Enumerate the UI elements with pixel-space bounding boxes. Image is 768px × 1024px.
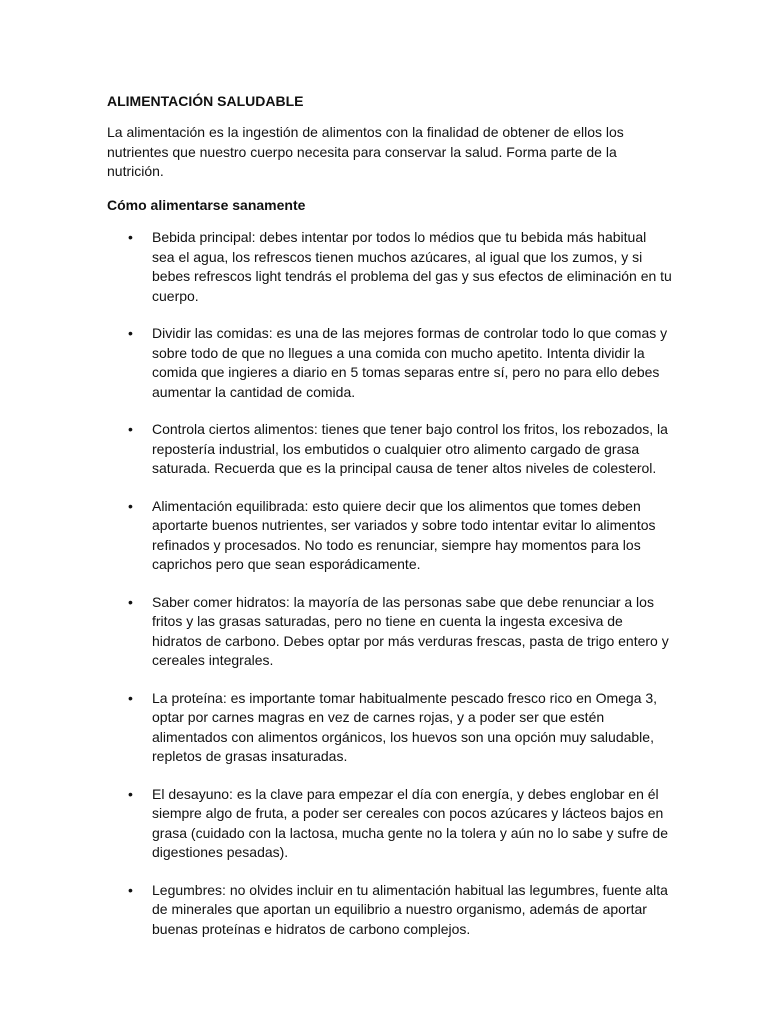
bullet-icon: • <box>128 497 133 514</box>
tips-list <box>107 228 672 939</box>
list-item-text: Bebida principal: debes intentar por todos lo médios que tu bebida más habitual sea el agua, los refrescos tienen muchos azúcares, al igual que los zumos, y si bebes refrescos light tendrás el problema del gas y sus efectos de eliminación en tu cuerpo. <box>152 229 672 304</box>
list-item <box>107 593 672 671</box>
document-title: ALIMENTACIÓN SALUDABLE <box>107 93 304 109</box>
bullet-icon: • <box>128 881 133 898</box>
bullet-icon: • <box>128 689 133 706</box>
list-item <box>107 689 672 767</box>
list-item <box>107 420 672 479</box>
list-item <box>107 785 672 863</box>
bullet-icon: • <box>128 325 133 341</box>
list-item-text: La proteína: es importante tomar habitualmente pescado fresco rico en Omega 3, optar por carnes magras en vez de carnes rojas, y a poder ser que estén alimentados con alimentos orgánicos, los huevos son una opción muy saludable, repletos de grasas insaturadas. <box>152 689 658 764</box>
bullet-icon: • <box>128 593 133 610</box>
list-item <box>107 228 672 306</box>
bullet-icon: • <box>128 229 133 245</box>
list-item-text: Alimentación equilibrada: esto quiere decir que los alimentos que tomes deben aportarte buenos nutrientes, ser variados y sobre todo intentar evitar lo alimentos refinados y procesados. No todo es renunciar, siempre hay momentos para los caprichos pero que sean esporádicamente. <box>152 497 656 572</box>
list-item <box>107 324 672 402</box>
section-subtitle: Cómo alimentarse sanamente <box>107 196 306 213</box>
list-item <box>107 881 672 940</box>
bullet-icon: • <box>128 785 133 802</box>
list-item-text: Controla ciertos alimentos: tienes que tener bajo control los fritos, los rebozados, la repostería industrial, los embutidos o cualquier otro alimento cargado de grasa saturada. Recuerda que es la principal causa de tener altos niveles de colesterol. <box>152 421 668 476</box>
list-item-text: Legumbres: no olvides incluir en tu alimentación habitual las legumbres, fuente alta de minerales que aportan un equilibrio a nuestro organismo, además de aportar buenas proteínas e hidratos de carbono complejos. <box>152 881 668 937</box>
list-item-text: Saber comer hidratos: la mayoría de las personas sabe que debe renunciar a los fritos y las grasas saturadas, pero no tiene en cuenta la ingesta excesiva de hidratos de carbono. Debes optar por más verduras frescas, pasta de trigo entero y cereales integrales. <box>152 593 669 668</box>
list-item-text: El desayuno: es la clave para empezar el día con energía, y debes englobar en él siempre algo de fruta, a poder ser cereales con pocos azúcares y lácteos bajos en grasa (cuidado con la lactosa, mucha gente no la tolera y aún no lo sabe y sufre de digestiones pesadas). <box>152 785 668 860</box>
list-item-text: Dividir las comidas: es una de las mejores formas de controlar todo lo que comas y sobre todo de que no llegues a una comida con mucho apetito. Intenta dividir la comida que ingieres a diario en 5 tomas separas entre sí, pero no para ello debes aumentar la cantidad de comida. <box>152 325 668 400</box>
bullet-icon: • <box>128 421 133 437</box>
intro-paragraph: La alimentación es la ingestión de alimentos con la finalidad de obtener de ellos los nutrientes que nuestro cuerpo necesita para conservar la salud. Forma parte de la nutrición. <box>107 124 624 179</box>
list-item <box>107 497 672 575</box>
